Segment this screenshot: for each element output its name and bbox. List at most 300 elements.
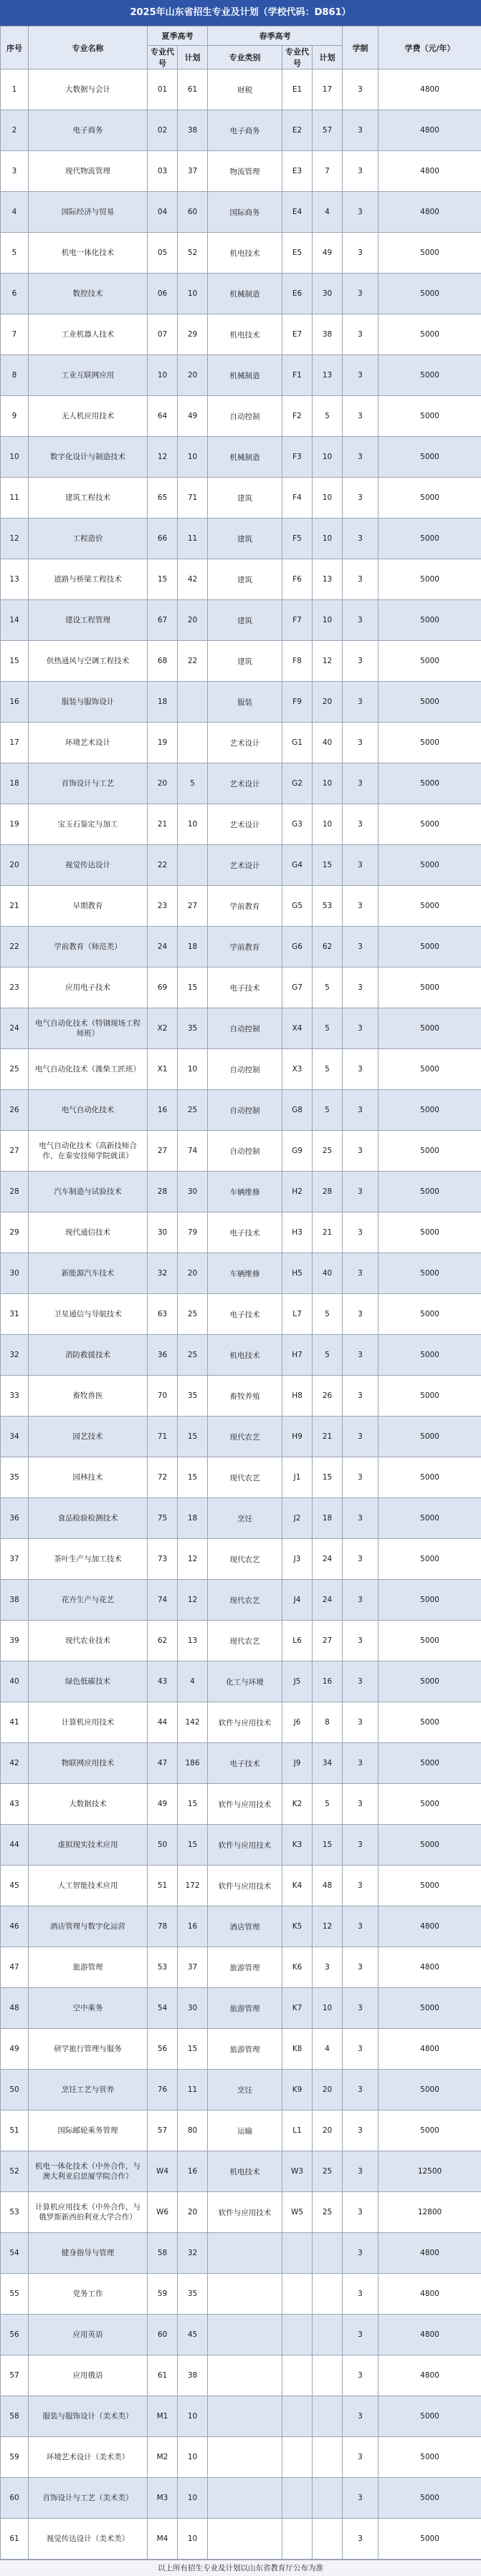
cell-summer-code: 32: [148, 1253, 178, 1294]
cell-spring-category: 现代农艺: [208, 1457, 282, 1498]
cell-spring-code: F9: [282, 682, 313, 723]
cell-spring-plan: 4: [313, 192, 343, 233]
cell-seq: 59: [1, 2437, 29, 2478]
cell-spring-category: 电子技术: [208, 968, 282, 1008]
cell-summer-plan: 15: [178, 1784, 208, 1825]
cell-spring-plan: 21: [313, 1212, 343, 1253]
cell-fee: 5000: [378, 2519, 481, 2560]
cell-summer-code: 63: [148, 1294, 178, 1335]
table-row: [1, 1621, 481, 1661]
cell-spring-category: [208, 2437, 282, 2478]
cell-spring-code: E2: [282, 110, 313, 151]
cell-spring-code: W3: [282, 2151, 313, 2192]
cell-major: 环境艺术设计: [29, 723, 148, 763]
page-title: 2025年山东省招生专业及计划（学校代码：D861）: [0, 0, 481, 26]
cell-duration: 3: [343, 1539, 378, 1580]
cell-spring-plan: 10: [313, 804, 343, 845]
cell-duration: 3: [343, 1131, 378, 1172]
cell-fee: 5000: [378, 1212, 481, 1253]
cell-seq: 48: [1, 1988, 29, 2029]
cell-major: 茶叶生产与加工技术: [29, 1539, 148, 1580]
cell-fee: 5000: [378, 396, 481, 437]
cell-fee: 5000: [378, 2437, 481, 2478]
cell-seq: 14: [1, 600, 29, 641]
cell-fee: 5000: [378, 886, 481, 927]
cell-summer-plan: [178, 682, 208, 723]
cell-duration: 3: [343, 1906, 378, 1947]
cell-duration: 3: [343, 1172, 378, 1212]
cell-seq: 60: [1, 2478, 29, 2519]
cell-spring-category: 自动控制: [208, 1131, 282, 1172]
cell-fee: 5000: [378, 1866, 481, 1906]
cell-summer-plan: 13: [178, 1621, 208, 1661]
table-row: [1, 1294, 481, 1335]
cell-summer-code: 12: [148, 437, 178, 478]
cell-summer-plan: 25: [178, 1335, 208, 1376]
cell-seq: 52: [1, 2151, 29, 2192]
cell-major: 汽车制造与试验技术: [29, 1172, 148, 1212]
cell-spring-plan: 7: [313, 151, 343, 192]
cell-spring-code: E6: [282, 274, 313, 314]
cell-spring-code: E4: [282, 192, 313, 233]
cell-fee: 5000: [378, 1498, 481, 1539]
cell-spring-plan: 62: [313, 927, 343, 968]
cell-fee: 5000: [378, 968, 481, 1008]
cell-seq: 18: [1, 763, 29, 804]
table-row: [1, 1131, 481, 1172]
cell-seq: 28: [1, 1172, 29, 1212]
cell-major: 卫星通信与导航技术: [29, 1294, 148, 1335]
admissions-table: [0, 26, 481, 2560]
cell-spring-plan: 17: [313, 69, 343, 110]
cell-spring-plan: 5: [313, 1294, 343, 1335]
cell-major: 建筑工程技术: [29, 478, 148, 518]
cell-spring-code: X4: [282, 1008, 313, 1049]
cell-spring-plan: 15: [313, 845, 343, 886]
cell-spring-category: 现代农艺: [208, 1539, 282, 1580]
cell-seq: 42: [1, 1743, 29, 1784]
cell-summer-plan: 71: [178, 478, 208, 518]
cell-spring-code: K6: [282, 1947, 313, 1988]
cell-duration: 3: [343, 314, 378, 355]
cell-major: 消防救援技术: [29, 1335, 148, 1376]
cell-spring-code: G8: [282, 1090, 313, 1131]
cell-fee: 5000: [378, 1825, 481, 1866]
cell-duration: 3: [343, 1376, 378, 1417]
table-row: [1, 1253, 481, 1294]
cell-duration: 3: [343, 1866, 378, 1906]
cell-spring-category: 建筑: [208, 641, 282, 682]
cell-spring-plan: 25: [313, 2151, 343, 2192]
cell-seq: 57: [1, 2355, 29, 2396]
cell-spring-category: 机电技术: [208, 2151, 282, 2192]
cell-duration: 3: [343, 110, 378, 151]
cell-summer-plan: 52: [178, 233, 208, 274]
cell-spring-category: 机械制造: [208, 274, 282, 314]
cell-spring-plan: 3: [313, 1947, 343, 1988]
cell-fee: 5000: [378, 233, 481, 274]
cell-summer-plan: 61: [178, 69, 208, 110]
cell-spring-plan: 5: [313, 1090, 343, 1131]
cell-duration: 3: [343, 1580, 378, 1621]
cell-summer-code: 27: [148, 1131, 178, 1172]
cell-spring-category: 畜牧养殖: [208, 1376, 282, 1417]
cell-seq: 1: [1, 69, 29, 110]
cell-duration: 3: [343, 641, 378, 682]
table-row: [1, 437, 481, 478]
cell-summer-code: M3: [148, 2478, 178, 2519]
cell-duration: 3: [343, 151, 378, 192]
cell-fee: 5000: [378, 1702, 481, 1743]
cell-summer-code: 01: [148, 69, 178, 110]
cell-spring-plan: 5: [313, 1784, 343, 1825]
cell-major: 虚拟现实技术应用: [29, 1825, 148, 1866]
cell-seq: 31: [1, 1294, 29, 1335]
cell-duration: 3: [343, 1253, 378, 1294]
cell-summer-code: M1: [148, 2396, 178, 2437]
cell-major: 绿色低碳技术: [29, 1661, 148, 1702]
cell-spring-plan: [313, 2315, 343, 2355]
cell-seq: 33: [1, 1376, 29, 1417]
cell-summer-plan: 25: [178, 1090, 208, 1131]
cell-fee: 4800: [378, 69, 481, 110]
cell-summer-code: 56: [148, 2029, 178, 2070]
cell-spring-code: [282, 2315, 313, 2355]
cell-spring-category: 烹饪: [208, 1498, 282, 1539]
header-spring-category: 专业类别: [208, 46, 282, 69]
cell-seq: 17: [1, 723, 29, 763]
cell-spring-plan: [313, 2478, 343, 2519]
header-row-1: [1, 26, 481, 46]
cell-spring-plan: 4: [313, 2029, 343, 2070]
cell-summer-code: 60: [148, 2315, 178, 2355]
table-row: [1, 1743, 481, 1784]
cell-seq: 58: [1, 2396, 29, 2437]
cell-major: 旅游管理: [29, 1947, 148, 1988]
cell-spring-code: H7: [282, 1335, 313, 1376]
cell-summer-code: 74: [148, 1580, 178, 1621]
cell-fee: 5000: [378, 845, 481, 886]
cell-spring-plan: 13: [313, 559, 343, 600]
cell-major: 应用俄语: [29, 2355, 148, 2396]
header-spring-plan: 计划: [313, 46, 343, 69]
cell-seq: 10: [1, 437, 29, 478]
cell-spring-plan: 25: [313, 1131, 343, 1172]
cell-summer-code: 22: [148, 845, 178, 886]
cell-fee: 5000: [378, 1539, 481, 1580]
cell-fee: 5000: [378, 478, 481, 518]
table-row: [1, 1498, 481, 1539]
cell-spring-code: F7: [282, 600, 313, 641]
header-spring: 春季高考: [208, 26, 343, 46]
cell-seq: 26: [1, 1090, 29, 1131]
cell-fee: 4800: [378, 2274, 481, 2315]
cell-summer-plan: 35: [178, 1008, 208, 1049]
cell-fee: 5000: [378, 600, 481, 641]
cell-seq: 39: [1, 1621, 29, 1661]
cell-summer-plan: 35: [178, 1376, 208, 1417]
table-row: [1, 927, 481, 968]
cell-summer-plan: 172: [178, 1866, 208, 1906]
table-row: [1, 968, 481, 1008]
cell-summer-plan: 30: [178, 1988, 208, 2029]
cell-spring-category: 自动控制: [208, 1008, 282, 1049]
table-row: [1, 518, 481, 559]
cell-duration: 3: [343, 518, 378, 559]
cell-spring-plan: 24: [313, 1580, 343, 1621]
table-row: [1, 2274, 481, 2315]
cell-seq: 54: [1, 2233, 29, 2274]
cell-spring-category: 机械制造: [208, 437, 282, 478]
cell-spring-category: 建筑: [208, 600, 282, 641]
cell-spring-code: J5: [282, 1661, 313, 1702]
table-row: [1, 355, 481, 396]
table-row: [1, 314, 481, 355]
cell-spring-plan: 38: [313, 314, 343, 355]
cell-spring-category: 现代农艺: [208, 1417, 282, 1457]
cell-seq: 34: [1, 1417, 29, 1457]
table-row: [1, 478, 481, 518]
cell-summer-plan: 60: [178, 192, 208, 233]
cell-spring-code: [282, 2437, 313, 2478]
cell-seq: 16: [1, 682, 29, 723]
cell-spring-code: K9: [282, 2070, 313, 2111]
table-row: [1, 682, 481, 723]
cell-spring-code: F5: [282, 518, 313, 559]
cell-duration: 3: [343, 1090, 378, 1131]
cell-spring-code: H8: [282, 1376, 313, 1417]
cell-major: 园艺技术: [29, 1417, 148, 1457]
cell-seq: 5: [1, 233, 29, 274]
cell-summer-code: 06: [148, 274, 178, 314]
cell-spring-category: [208, 2478, 282, 2519]
cell-spring-plan: 57: [313, 110, 343, 151]
cell-spring-category: 电子技术: [208, 1294, 282, 1335]
cell-duration: 3: [343, 1947, 378, 1988]
cell-spring-category: [208, 2233, 282, 2274]
cell-spring-plan: [313, 2355, 343, 2396]
cell-summer-plan: 32: [178, 2233, 208, 2274]
cell-summer-plan: 10: [178, 2519, 208, 2560]
header-summer-code: 专业代号: [148, 46, 178, 69]
cell-spring-code: [282, 2396, 313, 2437]
cell-spring-plan: 20: [313, 2070, 343, 2111]
cell-summer-plan: 15: [178, 1825, 208, 1866]
cell-summer-plan: 4: [178, 1661, 208, 1702]
cell-summer-code: 18: [148, 682, 178, 723]
cell-summer-code: W4: [148, 2151, 178, 2192]
cell-duration: 3: [343, 2274, 378, 2315]
cell-fee: 4800: [378, 151, 481, 192]
cell-spring-plan: 12: [313, 1906, 343, 1947]
cell-spring-code: E5: [282, 233, 313, 274]
table-row: [1, 600, 481, 641]
cell-spring-plan: 5: [313, 396, 343, 437]
cell-duration: 3: [343, 1743, 378, 1784]
cell-summer-code: 73: [148, 1539, 178, 1580]
cell-fee: 5000: [378, 437, 481, 478]
cell-fee: 4800: [378, 110, 481, 151]
cell-spring-category: [208, 2519, 282, 2560]
cell-summer-code: 53: [148, 1947, 178, 1988]
cell-summer-code: 70: [148, 1376, 178, 1417]
cell-summer-code: 76: [148, 2070, 178, 2111]
header-summer-plan: 计划: [178, 46, 208, 69]
cell-summer-plan: 30: [178, 1172, 208, 1212]
cell-duration: 3: [343, 437, 378, 478]
cell-spring-plan: 10: [313, 478, 343, 518]
table-row: [1, 1457, 481, 1498]
cell-spring-plan: 49: [313, 233, 343, 274]
cell-summer-plan: 12: [178, 1580, 208, 1621]
cell-spring-code: F3: [282, 437, 313, 478]
cell-major: 大数据技术: [29, 1784, 148, 1825]
cell-major: 数控技术: [29, 274, 148, 314]
cell-major: 早期教育: [29, 886, 148, 927]
cell-major: 国际邮轮乘务管理: [29, 2111, 148, 2151]
cell-duration: 3: [343, 1049, 378, 1090]
cell-summer-code: 51: [148, 1866, 178, 1906]
cell-spring-plan: 24: [313, 1539, 343, 1580]
cell-spring-code: G7: [282, 968, 313, 1008]
cell-major: 无人机应用技术: [29, 396, 148, 437]
cell-spring-code: G3: [282, 804, 313, 845]
cell-fee: 4800: [378, 192, 481, 233]
cell-summer-plan: 10: [178, 2478, 208, 2519]
cell-spring-category: 建筑: [208, 478, 282, 518]
cell-duration: 3: [343, 69, 378, 110]
cell-major: 供热通风与空调工程技术: [29, 641, 148, 682]
cell-spring-category: 软件与应用技术: [208, 2192, 282, 2233]
table-row: [1, 396, 481, 437]
cell-duration: 3: [343, 2519, 378, 2560]
cell-seq: 11: [1, 478, 29, 518]
cell-summer-code: 43: [148, 1661, 178, 1702]
cell-fee: 5000: [378, 1457, 481, 1498]
cell-spring-plan: [313, 2274, 343, 2315]
cell-summer-code: 59: [148, 2274, 178, 2315]
cell-fee: 5000: [378, 1172, 481, 1212]
cell-summer-plan: 15: [178, 968, 208, 1008]
cell-spring-code: K5: [282, 1906, 313, 1947]
cell-fee: 5000: [378, 1417, 481, 1457]
cell-summer-code: 05: [148, 233, 178, 274]
cell-spring-plan: [313, 2437, 343, 2478]
cell-spring-code: L1: [282, 2111, 313, 2151]
cell-summer-code: 47: [148, 1743, 178, 1784]
cell-spring-category: 财税: [208, 69, 282, 110]
cell-summer-plan: 45: [178, 2315, 208, 2355]
cell-summer-code: 65: [148, 478, 178, 518]
table-row: [1, 2111, 481, 2151]
cell-fee: 4800: [378, 2315, 481, 2355]
cell-duration: 3: [343, 763, 378, 804]
cell-seq: 37: [1, 1539, 29, 1580]
cell-fee: 5000: [378, 314, 481, 355]
cell-summer-plan: 22: [178, 641, 208, 682]
cell-spring-category: 软件与应用技术: [208, 1866, 282, 1906]
cell-summer-plan: 10: [178, 1049, 208, 1090]
cell-major: 电气自动化技术（高新技师合作，在泰安技师学院就读）: [29, 1131, 148, 1172]
cell-summer-plan: 12: [178, 1539, 208, 1580]
cell-major: 研学旅行管理与服务: [29, 2029, 148, 2070]
cell-duration: 3: [343, 2192, 378, 2233]
cell-major: 道路与桥梁工程技术: [29, 559, 148, 600]
cell-major: 学前教育（师范类）: [29, 927, 148, 968]
table-row: [1, 1417, 481, 1457]
cell-fee: 5000: [378, 2396, 481, 2437]
cell-seq: 45: [1, 1866, 29, 1906]
cell-summer-plan: 18: [178, 1498, 208, 1539]
cell-duration: 3: [343, 478, 378, 518]
cell-summer-plan: 11: [178, 518, 208, 559]
cell-major: 机电一体化技术（中外合作，与澳大利亚启思厦学院合作）: [29, 2151, 148, 2192]
cell-major: 食品检验检测技术: [29, 1498, 148, 1539]
cell-summer-plan: 20: [178, 1253, 208, 1294]
cell-seq: 24: [1, 1008, 29, 1049]
cell-major: 电子商务: [29, 110, 148, 151]
cell-major: 工业互联网应用: [29, 355, 148, 396]
cell-seq: 19: [1, 804, 29, 845]
header-spring-code: 专业代号: [282, 46, 313, 69]
cell-spring-plan: 15: [313, 1825, 343, 1866]
cell-summer-code: 49: [148, 1784, 178, 1825]
cell-summer-code: 03: [148, 151, 178, 192]
cell-spring-category: 学前教育: [208, 927, 282, 968]
cell-spring-code: J4: [282, 1580, 313, 1621]
table-row: [1, 2233, 481, 2274]
cell-duration: 3: [343, 396, 378, 437]
table-row: [1, 1906, 481, 1947]
cell-major: 园林技术: [29, 1457, 148, 1498]
table-row: [1, 69, 481, 110]
cell-duration: 3: [343, 804, 378, 845]
cell-spring-plan: 53: [313, 886, 343, 927]
cell-spring-code: K7: [282, 1988, 313, 2029]
cell-duration: 3: [343, 274, 378, 314]
table-row: [1, 1172, 481, 1212]
cell-summer-code: 67: [148, 600, 178, 641]
cell-duration: 3: [343, 845, 378, 886]
cell-seq: 30: [1, 1253, 29, 1294]
cell-summer-code: 23: [148, 886, 178, 927]
cell-summer-plan: 74: [178, 1131, 208, 1172]
cell-spring-code: L7: [282, 1294, 313, 1335]
cell-spring-code: E1: [282, 69, 313, 110]
cell-duration: 3: [343, 927, 378, 968]
cell-major: 现代农业技术: [29, 1621, 148, 1661]
cell-duration: 3: [343, 1702, 378, 1743]
cell-spring-code: H2: [282, 1172, 313, 1212]
table-row: [1, 1539, 481, 1580]
cell-major: 花卉生产与花艺: [29, 1580, 148, 1621]
cell-spring-plan: [313, 2519, 343, 2560]
cell-seq: 2: [1, 110, 29, 151]
cell-summer-plan: 49: [178, 396, 208, 437]
table-row: [1, 2029, 481, 2070]
cell-major: 畜牧兽医: [29, 1376, 148, 1417]
cell-duration: 3: [343, 1988, 378, 2029]
cell-fee: 5000: [378, 1784, 481, 1825]
table-row: [1, 2478, 481, 2519]
cell-summer-plan: 20: [178, 355, 208, 396]
cell-summer-code: X2: [148, 1008, 178, 1049]
cell-fee: 5000: [378, 763, 481, 804]
table-row: [1, 1988, 481, 2029]
cell-spring-plan: 25: [313, 2192, 343, 2233]
cell-summer-code: X1: [148, 1049, 178, 1090]
cell-spring-code: F1: [282, 355, 313, 396]
